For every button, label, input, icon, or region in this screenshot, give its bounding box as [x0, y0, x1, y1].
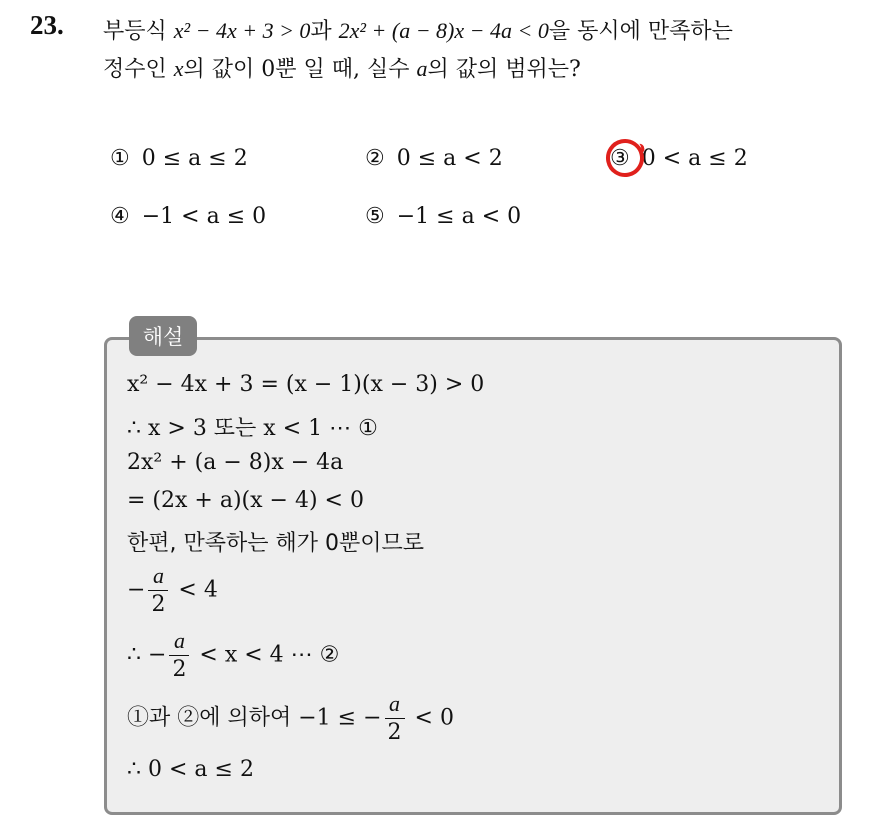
solution-line-7 — [127, 630, 339, 681]
choice-text: 0 < a ≤ 2 — [641, 146, 748, 171]
answer-circle-mark — [602, 135, 647, 180]
question-text: 을 동시에 만족하는 — [548, 19, 733, 44]
fraction-denominator: 2 — [172, 657, 187, 682]
fraction — [169, 630, 189, 681]
solution-line-8 — [127, 693, 454, 744]
fraction — [385, 693, 405, 744]
minus-sign: − — [127, 577, 146, 603]
solution-line-5: 한편, 만족하는 해가 0뿐이므로 — [127, 531, 424, 556]
choice-text: −1 ≤ a < 0 — [396, 204, 522, 229]
question-line-1 — [103, 14, 733, 45]
choice-number: ③ — [610, 146, 630, 171]
choice-number: ④ — [110, 204, 130, 229]
choice-text: −1 < a ≤ 0 — [141, 204, 267, 229]
variable-a: a — [416, 56, 428, 81]
fraction-denominator: 2 — [151, 592, 166, 617]
fraction-numerator: a — [169, 630, 189, 656]
fraction-numerator: a — [385, 693, 405, 719]
choice-2[interactable] — [365, 146, 503, 171]
inequality-tail: < x < 4 ⋯ ② — [192, 642, 340, 668]
solution-line-3: 2x² + (a − 8)x − 4a — [127, 450, 344, 475]
fraction-denominator: 2 — [387, 720, 402, 745]
solution-line-2: ∴ x > 3 또는 x < 1 ⋯ ① — [127, 416, 378, 441]
question-line-2 — [103, 52, 581, 83]
variable-x: x — [173, 56, 184, 81]
inequality-1: x² − 4x + 3 > 0 — [173, 18, 311, 43]
combine-prefix: ①과 ②에 의하여 −1 ≤ − — [127, 705, 382, 731]
question-text: 정수인 — [103, 57, 174, 82]
choice-1[interactable] — [110, 146, 248, 171]
solution-line-1: x² − 4x + 3 = (x − 1)(x − 3) > 0 — [127, 372, 485, 397]
choice-number: ⑤ — [365, 204, 385, 229]
therefore-prefix: ∴ − — [127, 642, 167, 668]
question-number: 23. — [30, 10, 64, 40]
choice-text: 0 ≤ a < 2 — [396, 146, 503, 171]
solution-line-4: = (2x + a)(x − 4) < 0 — [127, 488, 364, 513]
choice-number: ② — [365, 146, 385, 171]
question-text: 부등식 — [103, 19, 174, 44]
inequality-tail: < 0 — [407, 705, 454, 731]
choice-5[interactable] — [365, 204, 521, 229]
question-text: 과 — [310, 19, 339, 44]
choice-number: ① — [110, 146, 130, 171]
solution-line-9: ∴ 0 < a ≤ 2 — [127, 757, 254, 782]
inequality-tail: < 4 — [171, 577, 218, 603]
fraction — [148, 565, 168, 616]
solution-tab: 해설 — [129, 316, 197, 356]
question-text: 의 값이 0뿐 일 때, 실수 — [183, 57, 417, 82]
solution-line-6 — [127, 565, 218, 616]
choice-4[interactable] — [110, 204, 266, 229]
question-text: 의 값의 범위는? — [427, 57, 581, 82]
inequality-2: 2x² + (a − 8)x − 4a < 0 — [338, 18, 549, 43]
fraction-numerator: a — [148, 565, 168, 591]
choice-text: 0 ≤ a ≤ 2 — [141, 146, 248, 171]
